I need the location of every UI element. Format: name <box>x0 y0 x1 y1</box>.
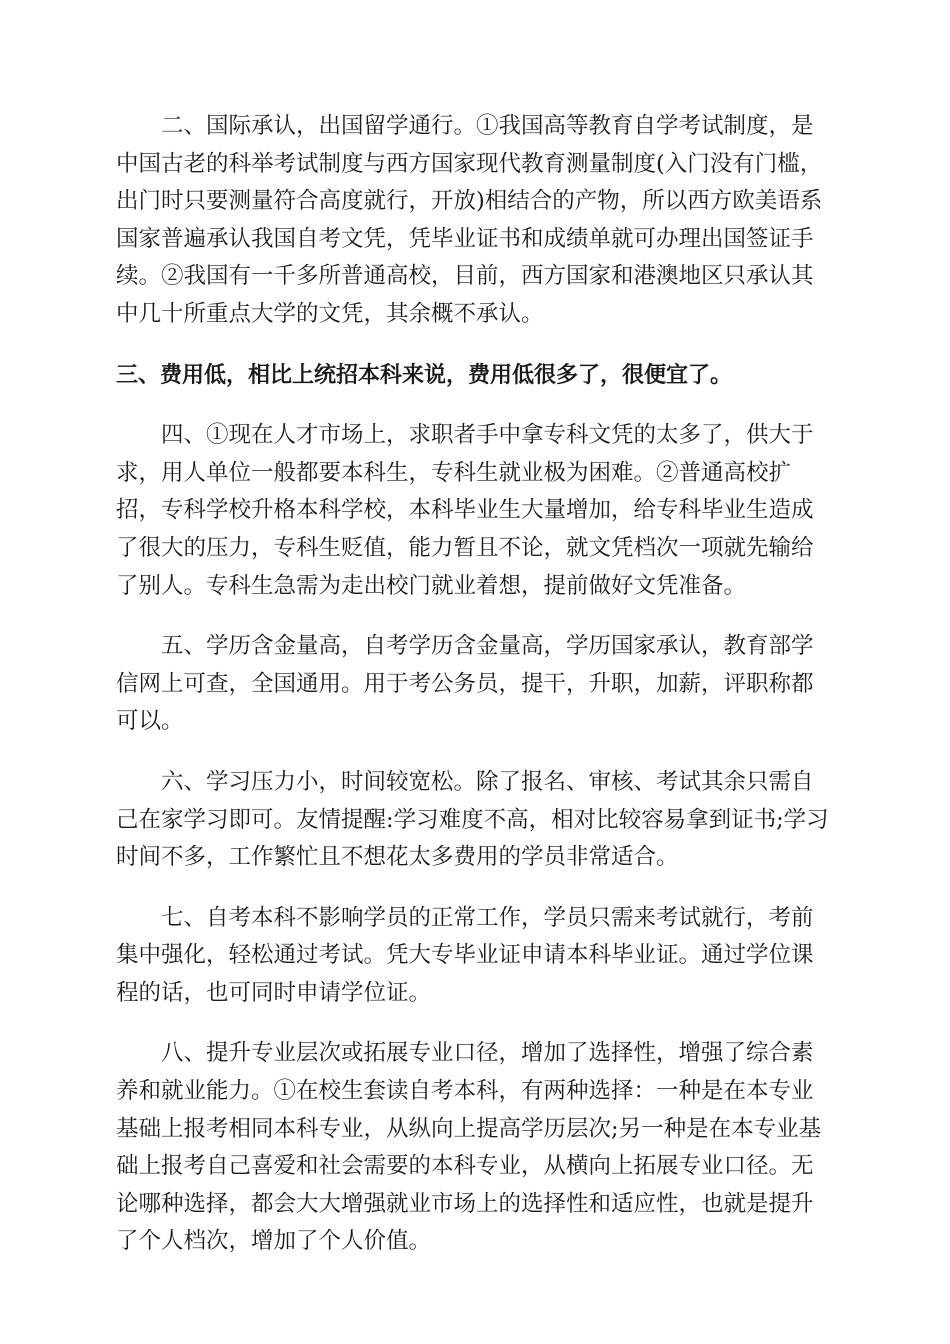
paragraph-job-market: 四、①现在人才市场上，求职者手中拿专科文凭的太多了，供大于求，用人单位一般都要本科生，专科生就业极为困难。②普通高校扩招，专科学校升格本科学校，本科毕业生大量增加，给专科毕业生造成了很大的压力，专科生贬值，能力暂且不论，就文凭档次一项就先输给了别人。专科生急需为走出校门就业着想，提前做好文凭准备。 <box>116 422 814 599</box>
paragraph-work-compatibility: 七、自考本科不影响学员的正常工作，学员只需来考试就行，考前集中强化，轻松通过考试。凭大专毕业证申请本科毕业证。通过学位课程的话，也可同时申请学位证。 <box>116 904 814 1006</box>
document-page <box>116 108 832 1284</box>
paragraph-international-recognition: 二、国际承认，出国留学通行。①我国高等教育自学考试制度，是中国古老的科举考试制度与西方国家现代教育测量制度(入门没有门槛，出门时只要测量符合高度就行，开放)相结合的产物，所以西方欧美语系国家普遍承认我国自考文凭，凭毕业证书和成绩单就可办理出国签证手续。②我国有一千多所普通高校，目前，西方国家和港澳地区只承认其中几十所重点大学的文凭，其余概不承认。 <box>116 113 823 327</box>
paragraph-study-pressure: 六、学习压力小，时间较宽松。除了报名、审核、考试其余只需自己在家学习即可。友情提醒:学习难度不高，相对比较容易拿到证书;学习时间不多，工作繁忙且不想花太多费用的学员非常适合。 <box>116 768 829 871</box>
paragraph-career-expansion: 八、提升专业层次或拓展专业口径，增加了选择性，增强了综合素养和就业能力。①在校生套读自考本科，有两种选择：一种是在本专业基础上报考相同本科专业，从纵向上提高学历层次;另一种是在本专业基础上报考自己喜爱和社会需要的本科专业，从横向上拓展专业口径。无论哪种选择，都会大大增强就业市场上的选择性和适应性，也就是提升了个人档次，增加了个人价值。 <box>116 1040 822 1255</box>
paragraph-low-cost-heading: 三、费用低，相比上统招本科来说，费用低很多了，很便宜了。 <box>116 362 733 388</box>
paragraph-degree-value: 五、学历含金量高，自考学历含金量高，学历国家承认，教育部学信网上可查，全国通用。用于考公务员，提干，升职，加薪，评职称都可以。 <box>116 633 814 735</box>
